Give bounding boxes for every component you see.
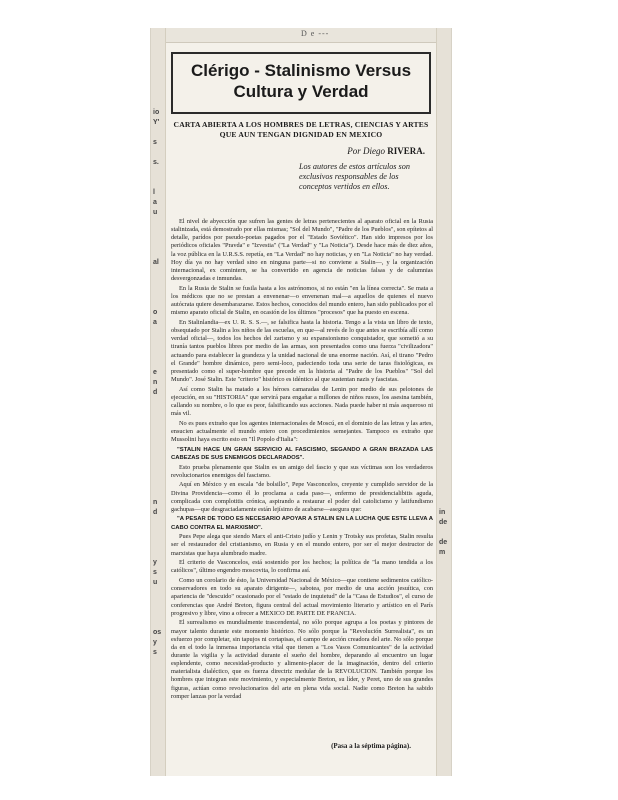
left-edge-text: io Y' s s. l a u al o a e n d n d y s u os y s — [153, 109, 162, 656]
article-paragraph: El nivel de abyección que sufren las gentes de letras pertenecientes al aparato oficial en la Rusia stalinizada, está demostrado por ellas mismas; "Sol del Mundo", "Padre de los Pueblos", son epítetos al detalle, parídos por pseudo-poetas pagados por el "Estado Soviético". Han sido impresos por los periódicos oficiales "Pravda" e "Izvestia" ("La Verdad" y "La Noticia"). Desde hace más de diez años, la voz pública en la U.R.S.S. repetía, en "La Verdad" no hay noticias, y en "La Noticia" no hay verdad. Hoy día ya no hay verdad sino en ninguna parte—si no conviene a Stalin—, y la organización internacional, ex comintern, se ha convertido en agencia de noticias falsas y de calumnias desvergonzadas e inmundas. — [171, 218, 433, 283]
article-title-box — [171, 52, 431, 114]
quoted-paragraph: "STALIN HACE UN GRAN SERVICIO AL FASCISMO, SEGANDO A GRAN BRAZADA LAS CABEZAS DE SUS ENEMIGOS DECLARADOS". — [171, 446, 433, 461]
article-paragraph: No es pues extraño que los agentes internacionales de Moscú, en el dominio de las letras y las artes, ensucien actualmente el mundo entero con procedimientos semejantes. Tampoco es extraño que Mussolini haya escrito esto en "Il Popolo d'Italia": — [171, 419, 433, 444]
article-subhead: CARTA ABIERTA A LOS HOMBRES DE LETRAS, CIENCIAS Y ARTES QUE AUN TENGAN DIGNIDAD EN MEXICO — [173, 120, 429, 139]
byline-author: RIVERA. — [387, 146, 425, 156]
right-edge-text: in de de m — [439, 509, 448, 556]
byline — [347, 146, 425, 156]
article-paragraph: Esto prueba plenamente que Stalin es un amigo del fascio y que sus víctimas son los verdaderos revolucionarios enemigos del fascismo. — [171, 463, 433, 479]
article-paragraph: El criterio de Vasconcelos, está sostenido por los hechos; la política de "la mano tendida a los católicos", último engendro moscovita, lo confirma así. — [171, 559, 433, 575]
editorial-disclaimer: Los autores de estos artículos son exclusivos responsables de los conceptos vertidos en ellos. — [299, 162, 410, 191]
article-paragraph: Así como Stalin ha matado a los héroes camaradas de Lenin por medio de sus pelotones de ejecución, en su "HISTORIA" que servirá para engañar a millones de niños rusos, los asesina también, callando su nombre, o lo que es peor, falsificando sus acciones. Nada puede haber ni más asqueroso ni más vil. — [171, 385, 433, 418]
top-fragment — [151, 28, 451, 43]
article-title-line-2: Cultura y Verdad — [233, 82, 369, 101]
article-title-line-1: Clérigo - Stalinismo Versus — [190, 61, 412, 80]
left-margin-strip — [151, 28, 166, 776]
article-paragraph: El surrealismo es mundialmente trascendental, no sólo porque agrupa a los poetas y pintores de mayor talento durante este momento histórico. No sólo porque la "Revolución Surrealista", es un esfuerzo por completar, sin tapujos ni cortapisas, el campo de acción creadora del arte. No sólo porque da en el todo la inmensa importancia vital que tienen a "Los Vasos Comunicantes" de la actividad durante la vigilia y la actividad durante el sueño del hombre, deparando al encuentro un lugar esplendente, como necesidad-producto y alimento-placer de la imaginación, dentro del criterio materialista dialéctico, que es fuerza directriz medular de la REVOLUCION. También porque los hombres que integran este movimiento, y especialmente Breton, su líder, y Peret, uno de sus grandes figuras, actúan como revolucionarios del arte en plena vida social. Nadie como Breton ha sabido romper lanzas por la verdad — [171, 619, 433, 700]
article-paragraph: Aquí en México y en escala "de bolsillo", Pepe Vasconcelos, creyente y cumplido servidor de la Divina Providencia—como él lo proclama a cada paso—, enfermo de presidencialibitis aguda, complicada con complotitis crónica, aspirando a restaurar el poder del catolicismo y latifundismo gachupas—que desgraciadamente están lejísimo de acabarse—asegura que: — [171, 481, 433, 513]
article-paragraph: Como un corolario de ésto, la Universidad Nacional de México—que contiene sedimentos católico-conservadores en todo su aparato dirigente—, sabotea, por medio de una acción jesuítica, con apariencia de "descuido" ocasionado por el "estado de inquietud" de la "Casa de Estudios", el curso de conferencias que André Breton, figura central del actual movimiento literario y artístico en el París progresivo y libre, vino a ofrecer a MEXICO DE PARTE DE FRANCIA. — [171, 577, 433, 617]
article-body — [171, 218, 433, 738]
quoted-paragraph: "A PESAR DE TODO ES NECESARIO APOYAR A STALIN EN LA LUCHA QUE ESTE LLEVA A CABO CONTRA EL MARXISMO". — [171, 516, 433, 531]
newspaper-clipping — [150, 28, 452, 776]
right-margin-strip — [436, 28, 451, 776]
article-paragraph: En Stalinlandia—ex U. R. S. S.—, se falsifica hasta la historia. Tengo a la vista un libro de texto, obsequiado por Stalin a los niños de las escuelas, en que—al revés de lo que antes se escribía allí como verdad oficial—, todos los hechos del zarismo y su expansionismo conquistador, que sometió a su tiranía tantos pueblos libres por medio de las armas, son presentados como una fuerza "civilizadora" actuando para establecer la grandeza y la unidad nacional de una enorme nación. Así, el tirano "Pedro el Grande" hombre dinámico, pero semi-loco, padeciendo toda una serie de taras fisiológicas, es presentado como el super-hombre que precede en la historia al "Padre de los Pueblos" "Sol del Mundo". José Stalin. Este "criterio" histórico es idéntico al que sustentan nazis y fascistas. — [171, 318, 433, 383]
continued-note: (Pasa a la séptima página). — [331, 742, 411, 750]
top-fragment-text: D e --- — [301, 29, 330, 38]
article-paragraph: En la Rusia de Stalin se fusila hasta a los astrónomos, si no están "en la línea correcta". Se mata a los médicos que no se prestan a envenenar—o envenenan mal—a aquellos de quienes el nuevo autócrata quiere desembarazarse. Estos hechos, conocidos del mundo entero, han sido publicados por el mismo aparato oficial de Stalin, en ocasión de los últimos "procesos" que ha puesto en escena. — [171, 284, 433, 317]
byline-prefix: Por Diego — [347, 146, 388, 156]
article-paragraph: Pues Pepe alega que siendo Marx el anti-Cristo judío y Lenin y Trotsky sus profetas, Stalin resulta ser el restaurador del cristianismo, en Rusia y en el mundo entero, por ser el mejor destructor de marxistas que haya alumbrado madre. — [171, 533, 433, 557]
